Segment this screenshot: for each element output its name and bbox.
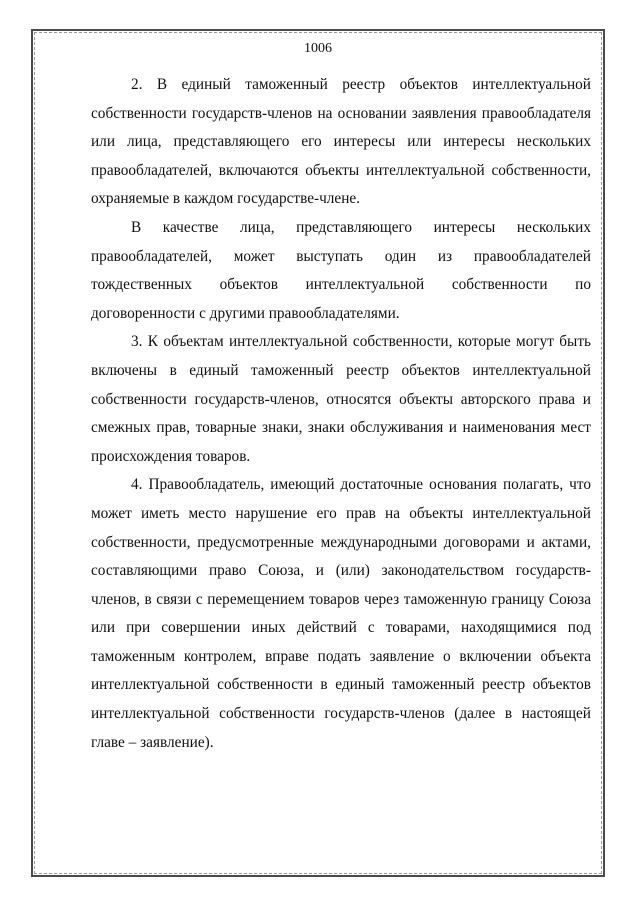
page-number: 1006 xyxy=(304,41,332,56)
paragraph: 4. Правообладатель, имеющий достаточные основания полагать, что может иметь место нарушение его прав на объекты интеллектуальной собственности, предусмотренные международными договорами и актами, составляющими право Союза, и (или) законодательством государств-членов, в связи с перемещением товаров через таможенную границу Союза или при совершении иных действий с товарами, находящимися под таможенным контролем, вправе подать заявление о включении объекта интеллектуальной собственности в единый таможенный реестр объектов интеллектуальной собственности государств-членов (далее в настоящей главе – заявление). xyxy=(91,476,591,751)
paragraph: 3. К объектам интеллектуальной собственности, которые могут быть включены в единый таможенный реестр объектов интеллектуальной собственности государств-членов, относятся объекты авторского права и смежных прав, товарные знаки, знаки обслуживания и наименования мест происхождения товаров. xyxy=(91,333,591,465)
paragraph: 2. В единый таможенный реестр объектов интеллектуальной собственности государств-членов на основании заявления правообладателя или лица, представляющего его интересы или интересы нескольких правообладателей, включаются объекты интеллектуальной собственности, охраняемые в каждом государстве-члене. xyxy=(91,76,591,208)
page-body xyxy=(91,71,591,757)
document-page xyxy=(31,29,605,877)
paragraph: В качестве лица, представляющего интересы нескольких правообладателей, может выступать один из правообладателей тождественных объектов интеллектуальной собственности по договоренности с другими правообладателями. xyxy=(91,218,591,322)
